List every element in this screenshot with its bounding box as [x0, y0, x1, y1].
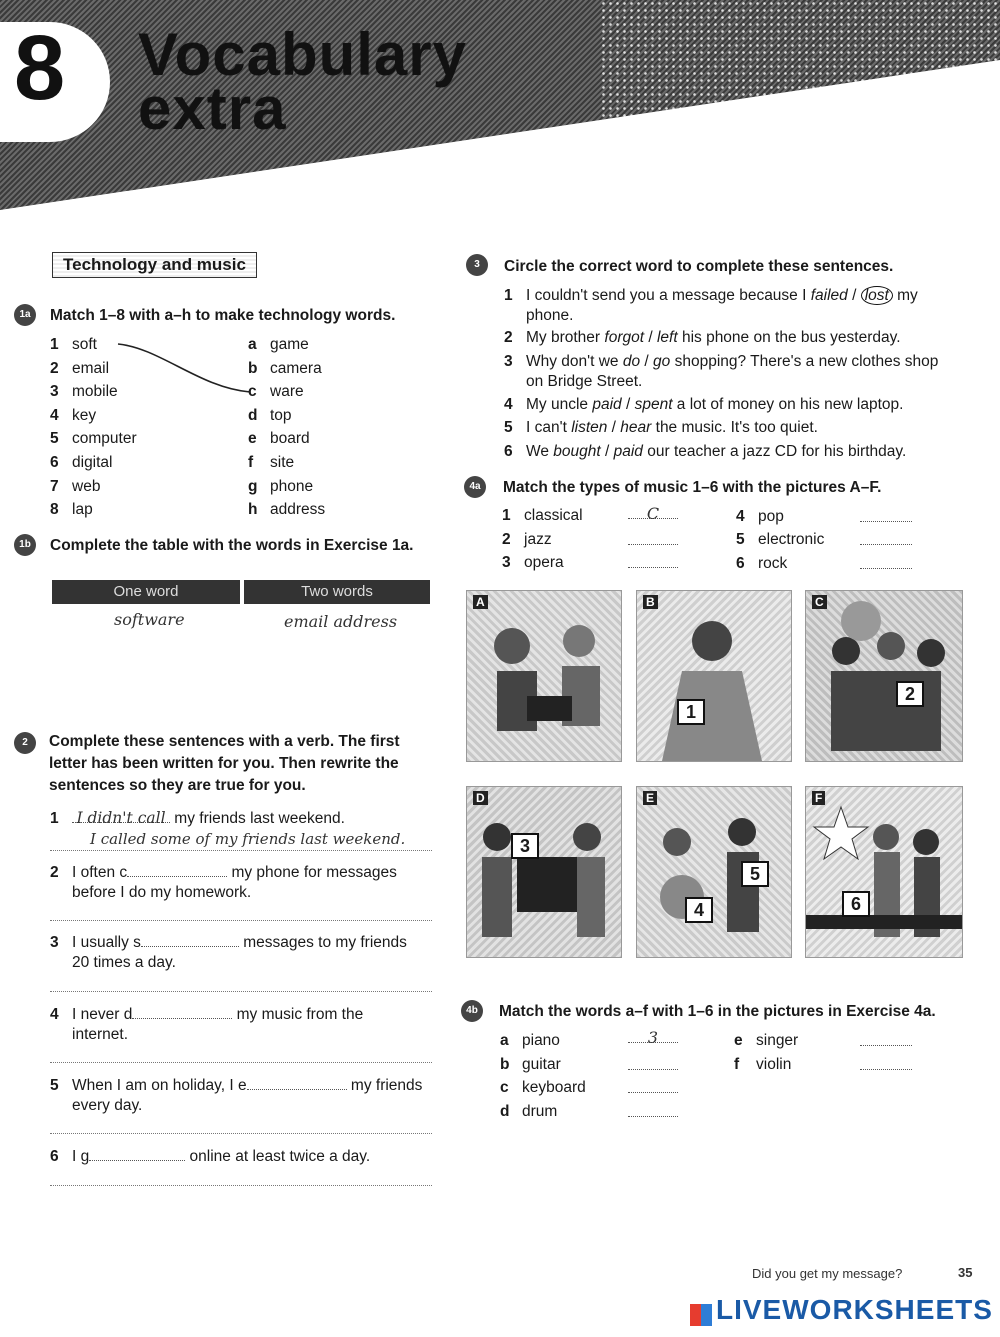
table-answer-one-word[interactable]: software: [114, 610, 185, 629]
gap-answer[interactable]: I didn't call: [72, 808, 170, 823]
ex3-instruction: Circle the correct word to complete these sentences.: [504, 258, 894, 275]
ex2-instruction: Complete these sentences with a verb. The first letter has been written for you. Then rewrite the sentences so they are true for you.: [49, 733, 400, 794]
picture-number-tag: 1: [677, 699, 705, 725]
gap-input[interactable]: [127, 862, 227, 877]
exercise-badge: 1b: [14, 534, 36, 556]
list-item: d top: [248, 406, 292, 424]
ex2-item-6: 6 I g online at least twice a day.: [50, 1148, 371, 1165]
ex4a-item: 2 jazz: [502, 531, 552, 548]
ex4a-instruction: Match the types of music 1–6 with the pictures A–F.: [503, 479, 882, 496]
ex4b-instruction: Match the words a–f with 1–6 in the pictures in Exercise 4a.: [499, 1003, 936, 1020]
picture-b: [636, 590, 792, 762]
answer-line[interactable]: [50, 919, 432, 921]
option-circled[interactable]: lost: [861, 286, 893, 305]
list-item: f site: [248, 453, 295, 471]
list-item: h address: [248, 501, 326, 519]
picture-number-tag: 4: [685, 897, 713, 923]
footer-caption: Did you get my message?: [752, 1266, 903, 1281]
list-item: 2 email: [50, 359, 110, 377]
ex2-item-2: 2 I often c my phone for messages before I do my homework.: [50, 864, 397, 901]
picture-label: E: [643, 791, 657, 805]
table-answer-two-words[interactable]: email address: [284, 612, 398, 631]
ex2-item-3: 3 I usually s messages to my friends 20 times a day.: [50, 934, 407, 971]
answer-line[interactable]: [50, 1184, 432, 1186]
picture-number-tag: 5: [741, 861, 769, 887]
opera-singer-illustration: [637, 591, 791, 761]
ex4b-item: c keyboard: [500, 1079, 586, 1096]
option[interactable]: paid: [613, 443, 643, 460]
list-item: 4 key: [50, 406, 97, 424]
ex4b-item: f violin: [734, 1056, 792, 1073]
picture-d: [466, 786, 622, 958]
picture-a: [466, 590, 622, 762]
option[interactable]: hear: [620, 419, 652, 436]
option[interactable]: spent: [634, 396, 673, 413]
ex2-item-5: 5 When I am on holiday, I e my friends every day.: [50, 1077, 423, 1114]
list-item: b camera: [248, 359, 322, 377]
ex3-item-5: 5 I can't listen / hear the music. It's too quiet.: [504, 419, 818, 436]
picture-number-tag: 2: [896, 681, 924, 707]
exercise-badge: 2: [14, 732, 36, 754]
pop-duo-illustration: [806, 787, 962, 957]
match-answer[interactable]: [860, 1031, 912, 1046]
match-answer[interactable]: [628, 1055, 678, 1070]
option[interactable]: bought: [553, 443, 601, 460]
answer-line[interactable]: [50, 1132, 432, 1134]
option[interactable]: do: [622, 353, 641, 370]
ex1a-right-list: [248, 335, 428, 520]
match-answer[interactable]: [860, 1055, 912, 1070]
picture-label: F: [812, 791, 825, 805]
list-item: 6 digital: [50, 453, 113, 471]
table-header-one-word: One word: [52, 580, 240, 604]
match-answer[interactable]: C: [628, 504, 678, 519]
brand-text: LIVEWORKSHEETS: [716, 1294, 993, 1325]
list-item: 1 soft: [50, 336, 97, 353]
dj-illustration: [467, 591, 621, 761]
list-item: 7 web: [50, 477, 101, 495]
section-title: Technology and music: [52, 252, 257, 278]
ex1a-instruction: Match 1–8 with a–h to make technology words.: [50, 307, 396, 324]
page-number: 35: [958, 1265, 973, 1280]
list-item: 8 lap: [50, 501, 93, 519]
match-line: [100, 338, 260, 398]
option[interactable]: listen: [571, 419, 608, 436]
exercise-badge: 3: [466, 254, 488, 276]
exercise-badge: 1a: [14, 304, 36, 326]
ex3-item-6: 6 We bought / paid our teacher a jazz CD for his birthday.: [504, 443, 907, 460]
ex3-item-3: 3 Why don't we do / go shopping? There's a new clothes shop on Bridge Street.: [504, 353, 939, 390]
answer-line[interactable]: [50, 849, 432, 851]
picture-label: B: [643, 595, 658, 609]
ex4a-item: 3 opera: [502, 554, 564, 571]
gap-input[interactable]: [89, 1146, 185, 1161]
ex2-item-4: 4 I never d my music from the internet.: [50, 1006, 364, 1043]
ex3-item-1: 1 I couldn't send you a message because I failed / lost my phone.: [504, 287, 918, 324]
match-answer[interactable]: [628, 1102, 678, 1117]
option[interactable]: go: [653, 353, 671, 370]
option[interactable]: paid: [592, 396, 622, 413]
picture-number-tag: 3: [511, 833, 539, 859]
ex3-item-4: 4 My uncle paid / spent a lot of money on his new laptop.: [504, 396, 904, 413]
gap-input[interactable]: [132, 1004, 232, 1019]
picture-label: C: [812, 595, 827, 609]
picture-label: A: [473, 595, 488, 609]
table-header-two-words: Two words: [244, 580, 430, 604]
ex4b-item: d drum: [500, 1103, 558, 1120]
orchestra-illustration: [806, 591, 962, 761]
option[interactable]: failed: [810, 287, 848, 304]
picture-c: [805, 590, 963, 762]
ex4a-item: 5 electronic: [736, 531, 825, 548]
rewrite-answer[interactable]: I called some of my friends last weekend.: [90, 830, 406, 848]
list-item: e board: [248, 430, 310, 448]
ex4b-item: b guitar: [500, 1056, 561, 1073]
answer-line[interactable]: [50, 990, 432, 992]
unit-number: 8: [14, 17, 66, 119]
banner-halftone: [600, 0, 1000, 120]
match-answer[interactable]: [628, 553, 678, 568]
list-item: c ware: [248, 383, 304, 401]
match-answer[interactable]: [860, 530, 912, 545]
picture-e: [636, 786, 792, 958]
ex2-item-1: 1 I didn't call my friends last weekend.: [50, 809, 345, 827]
list-item: a game: [248, 336, 309, 353]
match-answer[interactable]: [628, 530, 678, 545]
match-answer[interactable]: [860, 507, 912, 522]
match-answer[interactable]: 3: [628, 1028, 678, 1043]
jazz-band-illustration: [467, 787, 621, 957]
ex4a-item: 6 rock: [736, 555, 788, 572]
list-item: 5 computer: [50, 430, 137, 448]
exercise-badge: 4b: [461, 1000, 483, 1022]
ex1b-instruction: Complete the table with the words in Exercise 1a.: [50, 537, 414, 554]
exercise-badge: 4a: [464, 476, 486, 498]
liveworksheets-icon: [690, 1304, 712, 1326]
option[interactable]: left: [656, 329, 678, 346]
gap-input[interactable]: [247, 1075, 347, 1090]
match-answer[interactable]: [628, 1078, 678, 1093]
list-item: g phone: [248, 477, 314, 495]
ex4a-item: 1 classical: [502, 507, 583, 524]
title-line-2: extra: [138, 75, 287, 142]
ex4a-item: 4 pop: [736, 508, 784, 525]
ex4b-item: e singer: [734, 1032, 799, 1049]
title-line-1: Vocabulary: [138, 21, 468, 88]
ex4b-item: a piano: [500, 1032, 560, 1049]
liveworksheets-logo[interactable]: [690, 1294, 993, 1326]
option[interactable]: forgot: [604, 329, 645, 346]
picture-number-tag: 6: [842, 891, 870, 917]
picture-label: D: [473, 791, 488, 805]
picture-f: [805, 786, 963, 958]
list-item: 3 mobile: [50, 383, 118, 401]
answer-line[interactable]: [50, 1061, 432, 1063]
ex3-item-2: 2 My brother forgot / left his phone on the bus yesterday.: [504, 329, 901, 346]
page-title: [138, 21, 468, 142]
gap-input[interactable]: [141, 932, 239, 947]
match-answer[interactable]: [860, 554, 912, 569]
